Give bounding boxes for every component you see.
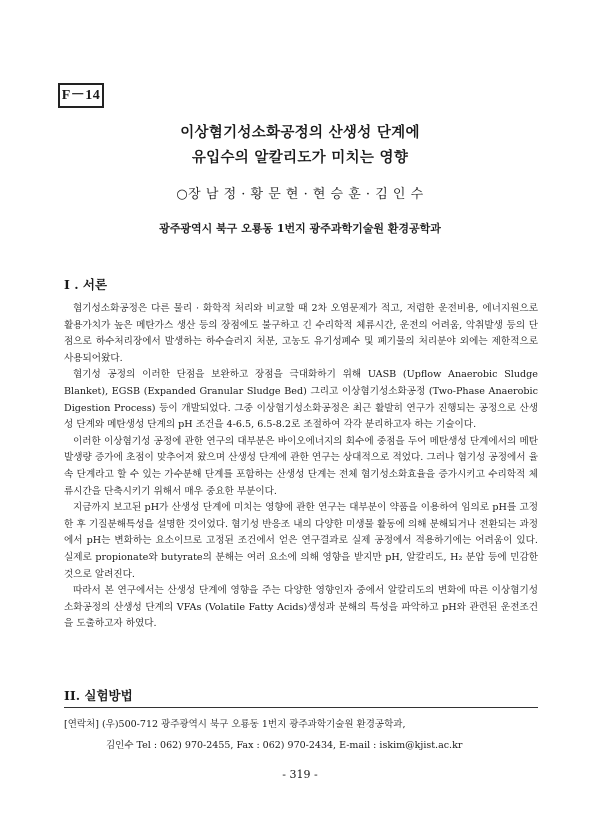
paragraph: 따라서 본 연구에서는 산생성 단계에 영향을 주는 다양한 영향인자 중에서 알칼리도의 변화에 따른 이상혐기성소화공정의 산생성 단계의 VFAs (Volatile Fatty Acids)생성과 분해의 특성을 파악하고 pH와 관련된 운전조건을 도출하고자 하였다. [64, 585, 538, 630]
paragraph: 혐기성소화공정은 다른 물리 · 화학적 처리와 비교할 때 2차 오염문제가 적고, 저렴한 운전비용, 에너지원으로 활용가치가 높은 메탄가스 생산 등의 장점에도 불구하고 긴 수리학적 체류시간, 운전의 어려움, 악취발생 등의 단점으로 하수처리장에서 발생하는 하수슬러지 처분, 고농도 유기성폐수 및 폐기물의 처리분야 외에는 제한적으로 사용되어왔다. [64, 303, 538, 364]
title-line-1: 이상혐기성소화공정의 산생성 단계에 [180, 124, 420, 141]
author-list: ○장 남 정 · 황 문 현 · 현 승 훈 · 김 인 수 [176, 187, 424, 202]
section-heading-methods: II. 실험방법 [64, 688, 133, 703]
paragraph: 이러한 이상혐기성 공정에 관한 연구의 대부분은 바이오에너지의 회수에 중점을 두어 메탄생성 단계에서의 메탄 발생량 증가에 초점이 맞추어져 왔으며 산생성 단계에 관한 연구는 상대적으로 적었다. 그러나 혐기성 공정에서 율속 단계라고 할 수 있는 가수분해 단계를 포함하는 산생성 단계는 전체 혐기성소화효율을 증가시키고 수리학적 체류시간을 단축시키기 위해서 매우 중요한 부분이다. [64, 435, 538, 497]
paper-code-box: F－14 [58, 83, 104, 108]
contact-footnote-line-1: [연락처] (우)500-712 광주광역시 북구 오룡동 1번지 광주과학기술원 환경공학과, [64, 719, 406, 730]
paragraph: 혐기성 공정의 이러한 단점을 보완하고 장점을 극대화하기 위해 UASB (Upflow Anaerobic Sludge Blanket), EGSB (Expanded Granular Sludge Bed) 그리고 이상혐기성소화공정 (Two-Phase Anaerobic Digestion Process) 등이 개발되었다. 그중 이상혐기성소화공정은 최근 활발히 연구가 진행되는 공정으로 산생성 단계와 메탄생성 단계의 pH 조건을 4-6.5, 6.5-8.2로 조절하여 각각 분리하고자 하는 기술이다. [64, 369, 538, 431]
title-line-2: 유입수의 알칼리도가 미치는 영향 [191, 149, 409, 166]
paragraph: 지금까지 보고된 pH가 산생성 단계에 미치는 영향에 관한 연구는 대부분이 약품을 이용하여 임의로 pH를 고정한 후 기질분해특성을 설명한 것이었다. 혐기성 반응조 내의 다양한 미생물 활동에 의해 분해되거나 전환되는 과정에서 pH는 변화하는 요소이므로 고정된 조건에서 얻은 연구결과로 실제 공정에서 적용하기에는 어려움이 있다. 실제로 propionate와 butyrate의 분해는 여러 요소에 의해 영향을 받지만 pH, 알칼리도, H₂ 분압 등에 민감한 것으로 알려진다. [64, 502, 538, 580]
contact-footnote-line-2: 김인수 Tel : 062) 970-2455, Fax : 062) 970-2434, E-mail : iskim@kjist.ac.kr [106, 740, 463, 751]
page-number: - 319 - [282, 768, 318, 781]
footnote-divider [64, 707, 538, 708]
introduction-body [64, 301, 538, 633]
affiliation: 광주광역시 북구 오룡동 1번지 광주과학기술원 환경공학과 [159, 222, 441, 235]
section-heading-introduction: I . 서론 [64, 277, 108, 292]
